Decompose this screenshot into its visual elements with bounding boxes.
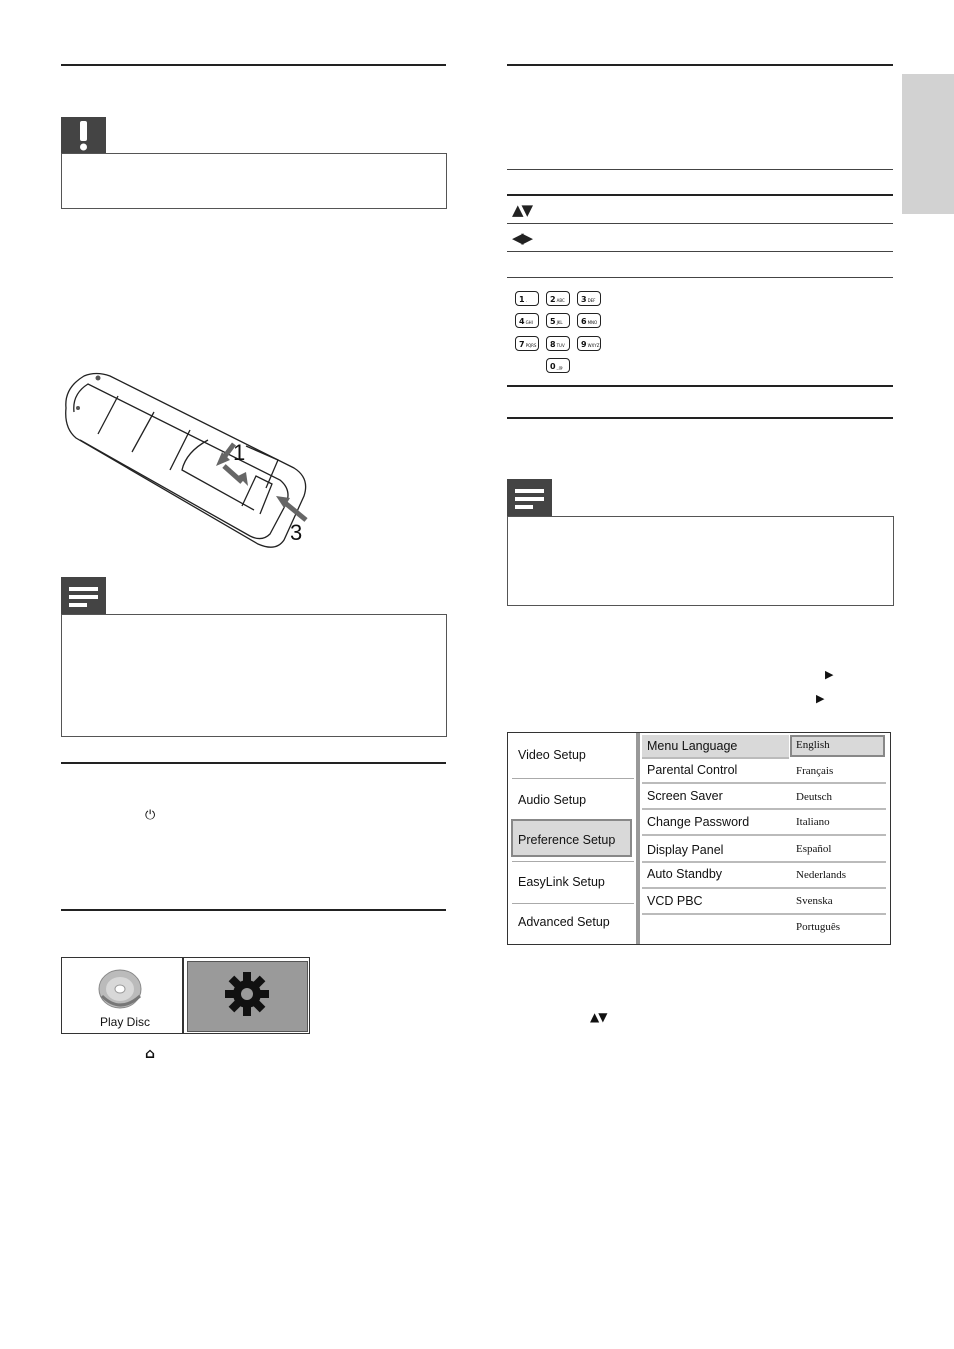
option-italiano[interactable]: Italiano (796, 816, 830, 828)
play-disc-tile[interactable] (61, 957, 183, 1034)
note-box (507, 516, 894, 606)
right-arrow-icon: ▶ (816, 692, 825, 705)
setting-display-panel[interactable]: Display Panel (647, 843, 724, 857)
option-portugues[interactable]: Português (796, 921, 840, 933)
setting-auto-standby[interactable]: Auto Standby (647, 867, 723, 881)
setup-menu (507, 732, 891, 945)
number-key-8: 8TUV (546, 336, 570, 351)
table-top-rule (507, 169, 893, 170)
menu-separator (642, 887, 886, 889)
table-bottom-rule (507, 385, 893, 387)
setting-change-password[interactable]: Change Password (647, 815, 750, 829)
section-rule (61, 909, 446, 911)
number-key-9: 9WXYZ (577, 336, 601, 351)
note-flag (507, 479, 552, 517)
play-disc-label: Play Disc (100, 1015, 151, 1029)
option-francais[interactable]: Français (796, 765, 834, 777)
table-row-rule (507, 277, 893, 278)
number-key-0: 0_@ (546, 358, 570, 373)
menu-item-audio-setup[interactable]: Audio Setup (518, 793, 587, 807)
menu-separator (512, 903, 634, 904)
table-row-rule (507, 251, 893, 252)
settings-tile[interactable] (183, 957, 310, 1034)
gear-icon (224, 971, 270, 1017)
note-flag (61, 577, 106, 615)
setting-screen-saver[interactable]: Screen Saver (647, 789, 723, 803)
menu-separator (642, 757, 789, 759)
setting-parental-control[interactable]: Parental Control (647, 763, 738, 777)
up-down-keys-icon: ▲▼ (590, 1010, 607, 1024)
table-header-rule (507, 194, 893, 196)
option-nederlands[interactable]: Nederlands (796, 869, 847, 881)
section-rule (61, 762, 446, 764)
setting-vcd-pbc[interactable]: VCD PBC (647, 894, 703, 908)
number-key-2: 2ABC (546, 291, 570, 306)
exclamation-icon (61, 117, 106, 154)
option-espanol[interactable]: Español (796, 843, 832, 855)
section-rule (61, 64, 446, 66)
note-lines-icon (61, 577, 106, 615)
number-key-4: 4GHI (515, 313, 539, 328)
menu-item-video-setup[interactable]: Video Setup (518, 748, 586, 762)
callout-3: 3 (290, 520, 303, 545)
left-right-keys-icon: ◀▶ (512, 229, 532, 247)
option-deutsch[interactable]: Deutsch (796, 791, 833, 803)
section-rule (507, 64, 893, 66)
menu-separator (512, 778, 634, 779)
note-box (61, 614, 447, 737)
menu-separator (642, 782, 886, 784)
menu-item-preference-setup[interactable]: Preference Setup (518, 833, 616, 847)
menu-separator (642, 861, 886, 863)
home-icon: ⌂ (145, 1046, 156, 1062)
table-row-rule (507, 223, 893, 224)
setting-menu-language[interactable]: Menu Language (647, 739, 738, 753)
number-key-7: 7PQRS (515, 336, 539, 351)
note-lines-icon (507, 479, 552, 517)
number-key-1: 1. (515, 291, 539, 306)
number-key-5: 5JKL (546, 313, 570, 328)
language-side-tab (902, 74, 954, 214)
number-key-3: 3DEF (577, 291, 601, 306)
menu-separator (642, 808, 886, 810)
right-arrow-icon: ▶ (825, 668, 834, 681)
remote-battery-illustration (58, 368, 318, 553)
menu-separator (642, 834, 886, 836)
disc-icon (96, 966, 144, 1012)
number-key-6: 6MNO (577, 313, 601, 328)
caution-flag (61, 117, 106, 154)
callout-1: 1 (233, 440, 246, 465)
caution-box (61, 153, 447, 209)
menu-separator (642, 913, 886, 915)
option-english[interactable]: English (796, 739, 830, 751)
option-svenska[interactable]: Svenska (796, 895, 833, 907)
section-rule (507, 417, 893, 419)
power-icon: ⏻ (145, 808, 156, 823)
up-down-keys-icon: ▲▼ (512, 201, 532, 219)
menu-separator (512, 861, 634, 862)
menu-item-easylink-setup[interactable]: EasyLink Setup (518, 875, 605, 889)
menu-item-advanced-setup[interactable]: Advanced Setup (518, 915, 610, 929)
